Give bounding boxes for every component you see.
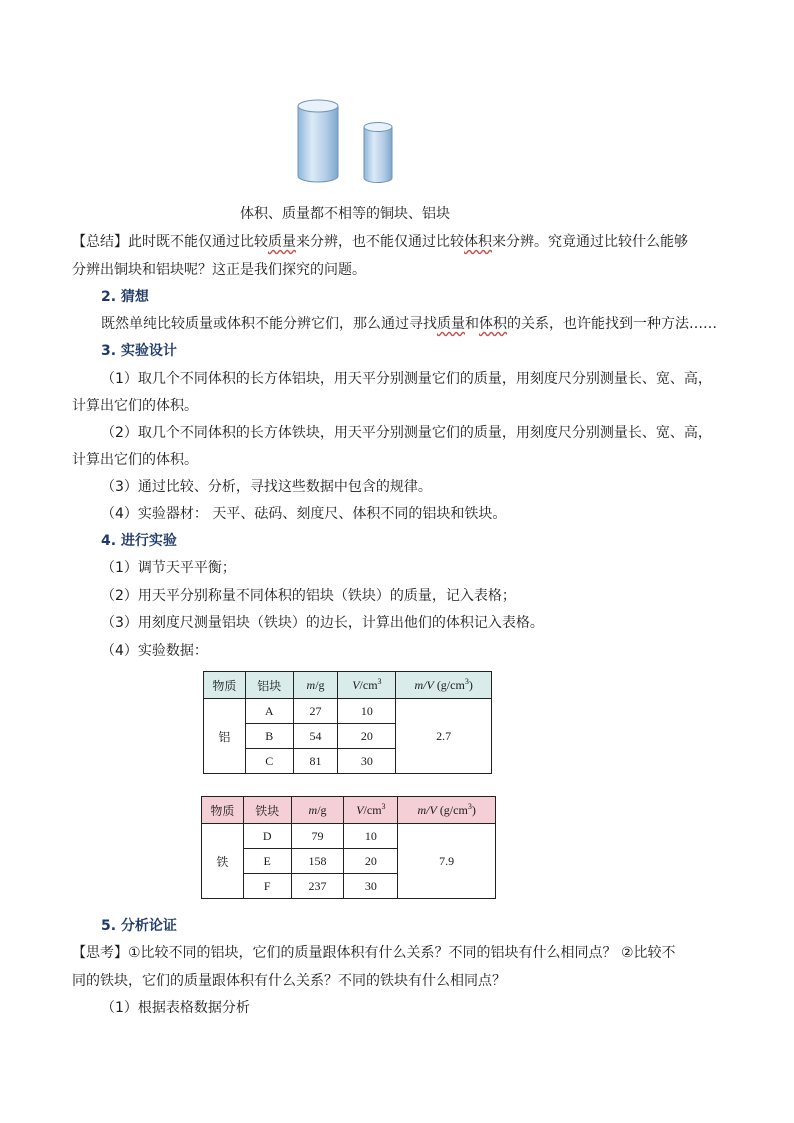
section-2-text	[101, 313, 717, 333]
experiment-item-2: （2）用天平分别称量不同体积的铝块（铁块）的质量，记入表格；	[101, 588, 516, 604]
section-4-heading: 4. 进行实验	[101, 533, 177, 549]
experiment-item-4: （4）实验数据：	[101, 643, 208, 659]
block-cell: C	[245, 749, 293, 774]
mass-cell: 158	[291, 849, 344, 874]
block-cell: E	[243, 849, 291, 874]
block-cell: B	[245, 724, 293, 749]
summary-tag: 【总结】	[72, 234, 128, 250]
iron-data-table	[201, 796, 496, 899]
design-item-1-line-1: （1）取几个不同体积的长方体铝块，用天平分别测量它们的质量，用刻度尺分别测量长、宽、高，	[101, 371, 712, 387]
header-density: m/V $(g/cm^3)$	[398, 797, 496, 824]
volume-cell: 30	[344, 874, 398, 899]
header-volume: $V/cm^3$	[344, 797, 398, 824]
design-item-3: （3）通过比较、分析，寻找这些数据中包含的规律。	[101, 479, 432, 495]
header-mass: m/g	[291, 797, 344, 824]
guess-text-1: 既然单纯比较质量或体积不能分辨它们，那么通过寻找	[101, 316, 437, 332]
guess-underline-mass: 质量	[437, 316, 465, 332]
cylinders-figure	[292, 96, 402, 188]
density-cell: 2.7	[396, 699, 492, 774]
table-row	[202, 824, 496, 849]
experiment-item-1: （1）调节天平平衡；	[101, 560, 236, 576]
table-header-row	[204, 672, 492, 699]
block-cell: F	[243, 874, 291, 899]
design-item-4: （4）实验器材： 天平、砝码、刻度尺、体积不同的铝块和铁块。	[101, 506, 507, 522]
mass-cell: 27	[293, 699, 338, 724]
volume-cell: 20	[344, 849, 398, 874]
volume-cell: 20	[338, 724, 396, 749]
small-cylinder	[364, 123, 392, 183]
design-item-2-line-1: （2）取几个不同体积的长方体铁块，用天平分别测量它们的质量，用刻度尺分别测量长、宽、高，	[101, 425, 712, 441]
section-3-heading: 3. 实验设计	[101, 343, 177, 359]
design-item-2-line-2: 计算出它们的体积。	[72, 452, 198, 468]
header-volume: $V/cm^3$	[338, 672, 396, 699]
guess-text-3: 的关系，也许能找到一种方法……	[507, 316, 717, 332]
summary-underline-volume: 体积	[464, 234, 492, 250]
table-row	[204, 699, 492, 724]
think-tag: 【思考】	[72, 945, 128, 961]
think-text-1: ①比较不同的铝块，它们的质量跟体积有什么关系？不同的铝块有什么相同点？ ②比较不	[128, 945, 676, 961]
volume-cell: 10	[344, 824, 398, 849]
guess-underline-volume: 体积	[479, 316, 507, 332]
header-substance: 物质	[202, 797, 244, 824]
summary-line-1	[72, 231, 688, 251]
summary-text-3: 来分辨。究竟通过比较什么能够	[492, 234, 688, 250]
mass-cell: 79	[291, 824, 344, 849]
aluminum-data-table	[203, 671, 492, 774]
experiment-item-3: （3）用刻度尺测量铝块（铁块）的边长，计算出他们的体积记入表格。	[101, 615, 544, 631]
header-density: m/V $(g/cm^3)$	[396, 672, 492, 699]
think-line-2: 同的铁块，它们的质量跟体积有什么关系？不同的铁块有什么相同点？	[72, 973, 506, 989]
guess-text-2: 和	[465, 316, 479, 332]
substance-cell: 铁	[202, 824, 244, 899]
large-cylinder	[298, 100, 338, 182]
mass-cell: 81	[293, 749, 338, 774]
header-block: 铝块	[245, 672, 293, 699]
analysis-item-1: （1）根据表格数据分析	[101, 1000, 250, 1016]
header-substance: 物质	[204, 672, 246, 699]
table-header-row	[202, 797, 496, 824]
section-2-heading: 2. 猜想	[101, 289, 149, 305]
block-cell: D	[243, 824, 291, 849]
density-cell: 7.9	[398, 824, 496, 899]
mass-cell: 237	[291, 874, 344, 899]
header-block: 铁块	[243, 797, 291, 824]
summary-text-2: 来分辨，也不能仅通过比较	[296, 234, 464, 250]
block-cell: A	[245, 699, 293, 724]
design-item-1-line-2: 计算出它们的体积。	[72, 398, 198, 414]
summary-text-1: 此时既不能仅通过比较	[128, 234, 268, 250]
figure-caption: 体积、质量都不相等的铜块、铝块	[240, 206, 450, 222]
header-mass: m/g	[293, 672, 338, 699]
section-5-heading: 5. 分析论证	[101, 918, 177, 934]
mass-cell: 54	[293, 724, 338, 749]
volume-cell: 30	[338, 749, 396, 774]
summary-line-2: 分辨出铜块和铝块呢？这正是我们探究的问题。	[72, 262, 366, 278]
summary-underline-mass: 质量	[268, 234, 296, 250]
volume-cell: 10	[338, 699, 396, 724]
think-line-1	[72, 942, 676, 962]
substance-cell: 铝	[204, 699, 246, 774]
